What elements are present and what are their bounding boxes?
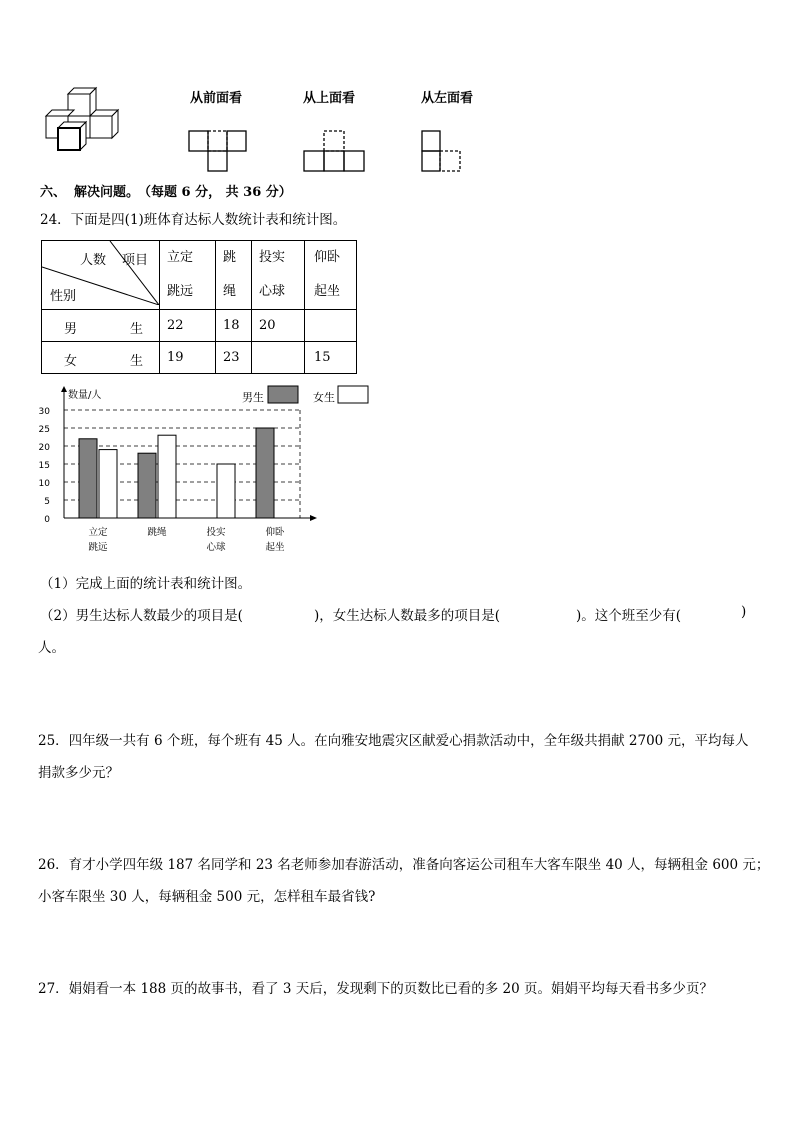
table-cell: 23 <box>216 342 252 374</box>
header-count: 人数 <box>80 253 107 268</box>
col-header-3: 投实 心球 <box>252 241 305 310</box>
q24-sub2-c: )。这个班至少有( <box>576 608 682 624</box>
q25-line2: 捐款多少元？ <box>38 765 119 781</box>
y-tick-label: 20 <box>38 443 50 453</box>
q26-line1: 26．育才小学四年级 187 名同学和 23 名老师参加春游活动，准备向客运公司租车大客车限坐 40 人，每辆租金 600 元； <box>38 857 770 873</box>
q26-line2: 小客车限坐 30 人，每辆租金 500 元，怎样租车最省钱? <box>38 889 376 905</box>
section-scoring: （每题 6 分， 共 36 分） <box>138 185 292 200</box>
left-view-label: 从左面看 <box>421 91 474 106</box>
x-tick-label: 跳远 <box>88 542 108 553</box>
stat-table <box>41 240 357 374</box>
top-view-drawing <box>303 128 367 174</box>
table-cell: 20 <box>252 310 305 342</box>
section-number: 六、 <box>40 185 67 200</box>
x-tick-label: 心球 <box>206 542 226 553</box>
table-cell: 22 <box>160 310 216 342</box>
y-axis-arrow <box>61 386 67 392</box>
table-diagonal-header <box>42 241 160 310</box>
y-tick-label: 15 <box>38 461 50 471</box>
y-tick-label: 10 <box>38 479 50 489</box>
table-cell: 19 <box>160 342 216 374</box>
q24-sub2-d: ) <box>741 604 747 620</box>
section-title: 解决问题。 <box>74 185 140 200</box>
front-view-label: 从前面看 <box>190 91 243 106</box>
y-tick-label: 0 <box>44 515 50 525</box>
header-gender: 性别 <box>50 289 77 304</box>
table-cell: 18 <box>216 310 252 342</box>
row-label-girls: 女 生 <box>42 342 160 374</box>
table-cell <box>305 310 357 342</box>
bar-girls <box>158 435 176 518</box>
legend-swatch-boys <box>268 386 298 403</box>
table-row <box>42 342 357 374</box>
x-tick-label: 仰卧 <box>265 527 285 538</box>
q24-sub2-b: )，女生达标人数最多的项目是( <box>314 608 501 624</box>
legend-swatch-girls <box>338 386 368 403</box>
x-tick-label: 投实 <box>206 527 226 538</box>
col-header-1: 立定 跳远 <box>160 241 216 310</box>
q25-line1: 25．四年级一共有 6 个班，每个班有 45 人。在向雅安地震灾区献爱心捐款活动中，全年级共捐献 2700 元，平均每人 <box>38 733 749 749</box>
row-label-boys: 男 生 <box>42 310 160 342</box>
front-view-drawing <box>188 128 248 174</box>
x-tick-label: 起坐 <box>265 542 285 553</box>
table-row <box>42 310 357 342</box>
bar-girls <box>217 464 235 518</box>
bar-boys <box>79 439 97 518</box>
top-view-label: 从上面看 <box>303 91 356 106</box>
q27-line1: 27．娟娟看一本 188 页的故事书，看了 3 天后，发现剩下的页数比已看的多 20 页。娟娟平均每天看书多少页？ <box>38 981 713 997</box>
cube-stack-drawing <box>40 86 130 156</box>
y-tick-label: 5 <box>44 497 50 507</box>
bar-boys <box>138 453 156 518</box>
legend-label-boys: 男生 <box>242 391 264 404</box>
bar-chart <box>30 380 380 560</box>
table-cell <box>252 342 305 374</box>
q24-sub1: （1）完成上面的统计表和统计图。 <box>40 576 252 592</box>
chart-ylabel: 数量/人 <box>68 390 102 401</box>
bar-girls <box>99 450 117 518</box>
x-tick-label: 跳绳 <box>147 527 167 538</box>
bar-boys <box>256 428 274 518</box>
col-header-4: 仰卧 起坐 <box>305 241 357 310</box>
x-tick-label: 立定 <box>88 527 108 538</box>
header-project: 项目 <box>122 253 149 268</box>
table-cell: 15 <box>305 342 357 374</box>
left-view-drawing <box>420 128 466 174</box>
col-header-2: 跳 绳 <box>216 241 252 310</box>
q24-stem: 24．下面是四(1)班体育达标人数统计表和统计图。 <box>40 212 347 228</box>
x-axis-arrow <box>310 515 317 521</box>
q24-sub2-a: （2）男生达标人数最少的项目是( <box>40 608 243 624</box>
legend-label-girls: 女生 <box>313 391 335 404</box>
y-tick-label: 30 <box>38 407 50 417</box>
q24-sub2-e: 人。 <box>38 640 65 656</box>
chart-legend <box>242 386 368 404</box>
y-tick-label: 25 <box>38 425 50 435</box>
